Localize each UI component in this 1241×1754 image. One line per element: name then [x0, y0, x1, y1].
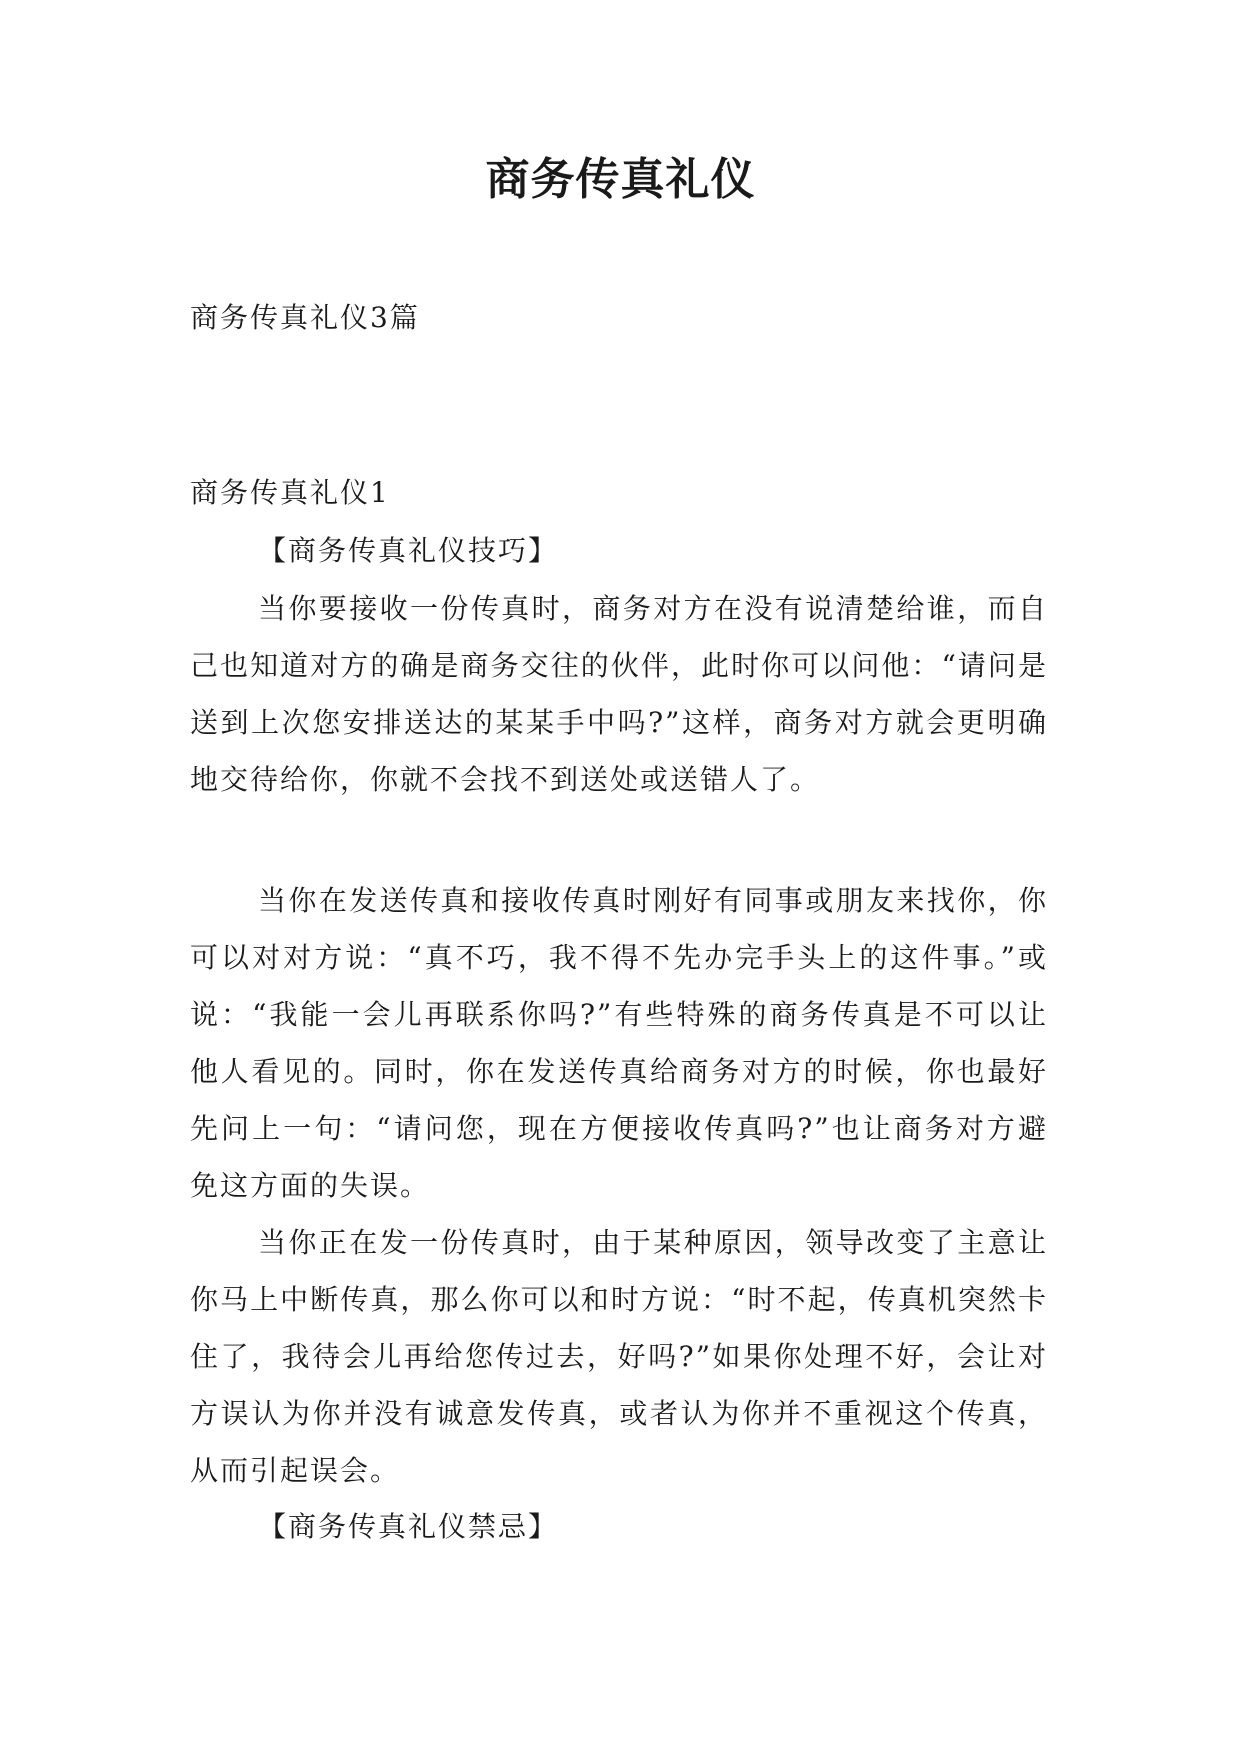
document-title: 商务传真礼仪 — [485, 154, 756, 205]
taboos-heading: 【商务传真礼仪禁忌】 — [258, 1510, 559, 1543]
paragraph-1: 当你要接收一份传真时，商务对方在没有说清楚给谁，而自己也知道对方的确是商务交往的伙伴，此时你可以问他：“请问是送到上次您安排送达的某某手中吗?”这样，商务对方就会更明确地交待给你，你就不会找不到送处或送错人了。 — [190, 592, 1048, 796]
paragraph-3: 当你正在发一份传真时，由于某种原因，领导改变了主意让你马上中断传真，那么你可以和时方说：“时不起，传真机突然卡住了，我待会儿再给您传过去，好吗?”如果你处理不好，会让对方误认为你并没有诚意发传真，或者认为你并不重视这个传真，从而引起误会。 — [190, 1226, 1048, 1487]
section-title: 商务传真礼仪1 — [190, 476, 390, 509]
paragraph-2: 当你在发送传真和接收传真时刚好有同事或朋友来找你，你可以对对方说：“真不巧，我不得不先办完手头上的这件事。”或说：“我能一会儿再联系你吗?”有些特殊的商务传真是不可以让他人看见的。同时，你在发送传真给商务对方的时候，你也最好先问上一句：“请问您，现在方便接收传真吗?”也让商务对方避免这方面的失误。 — [190, 884, 1048, 1202]
document-subtitle: 商务传真礼仪3篇 — [190, 301, 420, 334]
tips-heading: 【商务传真礼仪技巧】 — [258, 534, 559, 567]
